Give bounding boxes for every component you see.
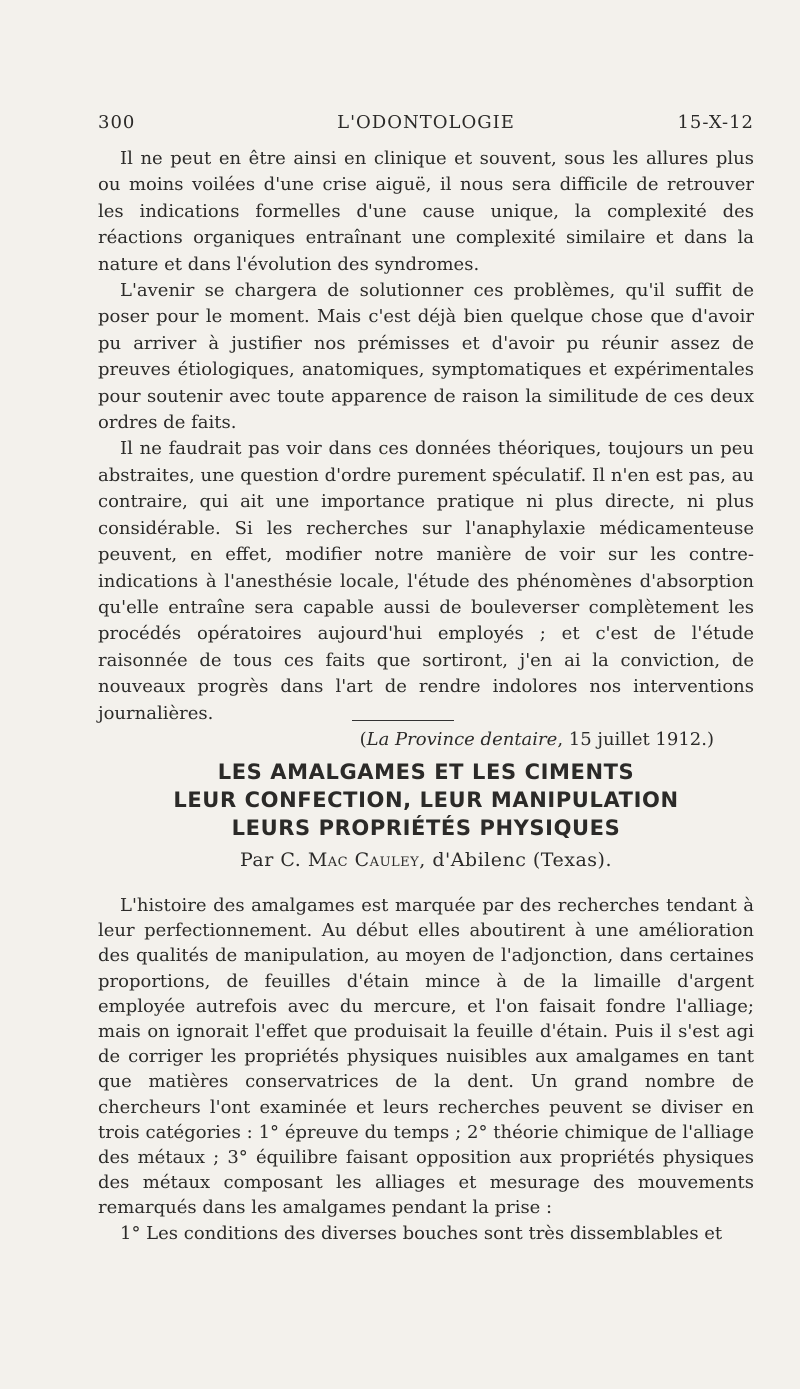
running-header [98, 112, 754, 140]
citation-date: , 15 juillet 1912. [557, 728, 707, 750]
title-line: LEUR CONFECTION, LEUR MANIPULATION [173, 788, 679, 812]
byline-prefix: Par C. [239, 849, 302, 871]
title-line: LEURS PROPRIÉTÉS PHYSIQUES [231, 816, 621, 840]
paragraph: 1° Les conditions des diverses bouches sont très dissemblables et [120, 1222, 723, 1244]
previous-article-conclusion [98, 146, 754, 753]
section-divider [352, 720, 454, 721]
issue-date: 15-X-12 [677, 112, 754, 133]
journal-title: L'ODONTOLOGIE [337, 112, 515, 133]
byline [98, 849, 754, 871]
citation-source: La Province dentaire [366, 728, 558, 750]
page-number: 300 [98, 112, 136, 133]
citation: (La Province dentaire, 15 juillet 1912.) [359, 728, 714, 750]
article-body [98, 893, 754, 1246]
article-title [98, 758, 754, 842]
author-name: Mac Cauley [307, 849, 420, 871]
paragraph: L'histoire des amalgames est marquée par des recherches tendant à leur perfectionnement. Au début elles aboutirent à une amélioration des qualités de manipulation, au moyen de l'adjonction, dans certaines proportions, de feuilles d'étain mince à de la limaille d'argent employée autrefois avec du mercure, et l'on faisait fondre l'alliage; mais on ignorait l'effet que produisait la feuille d'étain. Puis il s'est agi de corriger les propriétés physiques nuisibles aux amalgames en tant que matières conservatrices de la dent. Un grand nombre de chercheurs l'ont examinée et leurs recherches peuvent se diviser en trois catégories : 1° épreuve du temps ; 2° théorie chimique de l'alliage des métaux ; 3° équilibre faisant opposition aux propriétés physiques des métaux composant les alliages et mesurage des mouvements remarqués dans les amalgames pendant la prise : [98, 895, 754, 1219]
paragraph: Il ne faudrait pas voir dans ces données théoriques, toujours un peu abstraites, une question d'ordre purement spéculatif. Il n'en est pas, au contraire, qui ait une importance pratique ni plus directe, ni plus considérable. Si les recherches sur l'anaphylaxie médicamenteuse peuvent, en effet, modifier notre manière de voir sur les contre-indications à l'anesthésie locale, l'étude des phénomènes d'absorption qu'elle entraîne sera capable aussi de bouleverser complètement les procédés opératoires aujourd'hui employés ; et c'est de l'étude raisonnée de tous ces faits que sortiront, j'en ai la conviction, de nouveaux progrès dans l'art de rendre indolores nos interventions journalières. [98, 438, 754, 724]
paragraph: Il ne peut en être ainsi en clinique et souvent, sous les allures plus ou moins voilées d'une crise aiguë, il nous sera difficile de retrouver les indications formelles d'une cause unique, la complexité des réactions organiques entraînant une complexité similaire et dans la nature et dans l'évolution des syndromes. [98, 148, 754, 275]
byline-suffix: , d'Abilenc (Texas). [419, 849, 612, 871]
paragraph: L'avenir se chargera de solutionner ces problèmes, qu'il suffit de poser pour le moment. Mais c'est déjà bien quelque chose que d'avoir pu arriver à justifier nos prémisses et d'avoir pu réunir assez de preuves étiologiques, anatomiques, symptomatiques et expérimentales pour soutenir avec toute apparence de raison la similitude de ces deux ordres de faits. [98, 280, 754, 434]
title-line: LES AMALGAMES ET LES CIMENTS [217, 760, 635, 784]
